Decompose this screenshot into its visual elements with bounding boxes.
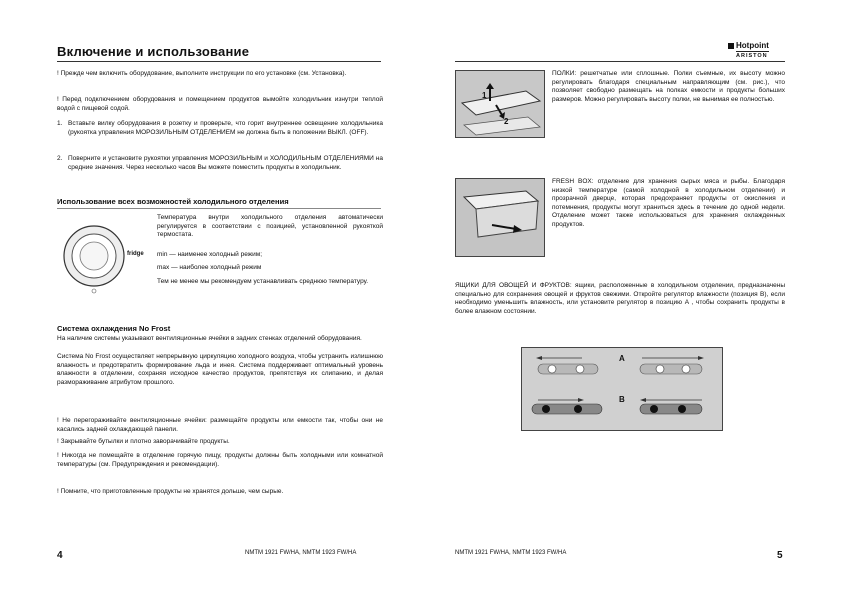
humidity-regulator-figure <box>521 347 723 431</box>
right-page-number: 5 <box>777 550 783 561</box>
section-rule <box>57 208 381 209</box>
freshbox-icon <box>456 179 544 256</box>
max-setting-text: max — наиболее холодный режим <box>157 264 262 271</box>
right-title-rule <box>455 61 785 62</box>
step-2-text: Поверните и установите рукоятки управления МОРОЗИЛЬНЫМ и ХОЛОДИЛЬНЫМ ОТДЕЛЕНИЯМИ на средние значения. Через несколько часов Вы можете поместить продукты в холодильник. <box>68 155 383 171</box>
step-2-number: 2. <box>57 155 63 162</box>
freshbox-text: FRESH BOX: отделение для хранения сырых мяса и рыбы. Благодаря низкой температуре (самой холодной в холодильном отделении) и прозрачной дверце, которая предохраняет продукты от окисления и потемнения, продукты могут храниться здесь в течение до одной недели. Отделение может также использоваться для хранения охлажденных продуктов. <box>552 178 785 228</box>
brand-logo <box>728 41 769 59</box>
position-a-label: A <box>619 354 625 363</box>
nofrost-para-6: ! Помните, что приготовленные продукты не хранятся дольше, чем сырые. <box>57 488 284 495</box>
left-footer-model: NMTM 1921 FW/HA, NMTM 1923 FW/HA <box>245 550 357 556</box>
shelf-adjust-icon <box>456 71 544 137</box>
fig1-label-2: 2 <box>504 117 509 126</box>
shelves-text: ПОЛКИ: решетчатые или сплошные. Полки съемные, их высоту можно регулировать благодаря специальным направляющим (см. рис.), что позволяет свободно размещать на полках емкости и продукты больших размеров. Можно регулировать высоту полки, не вынимая ее полностью. <box>552 70 785 103</box>
thermostat-knob-figure <box>57 214 151 300</box>
position-b-label: B <box>619 395 625 404</box>
logo-brand-text: Hotpoint <box>736 41 769 50</box>
freshbox-figure <box>455 178 545 257</box>
section-fridge-title: Использование всех возможностей холодильного отделения <box>57 197 289 206</box>
shelves-figure <box>455 70 545 138</box>
intro-install: ! Прежде чем включить оборудование, выполните инструкции по его установке (см. Установка). <box>57 70 347 77</box>
knob-fridge-label: fridge <box>127 251 144 257</box>
page-title: Включение и использование <box>57 44 250 59</box>
intro-wash: ! Перед подключением оборудования и помещением продуктов вымойте холодильник изнутри теплой водой с пищевой содой. <box>57 96 383 112</box>
nofrost-para-3: ! Не перегораживайте вентиляционные ячейки: размещайте продукты или емкости так, чтобы они не касались задней охлаждающей панели. <box>57 417 383 433</box>
nofrost-para-2: Система No Frost осуществляет непрерывную циркуляцию холодного воздуха, чтобы устранить излишнюю влажность и предотвратить формирование льда и инея. Система поддерживает оптимальный уровень влажности в отделении, сохраняя исходное качество продуктов, препятствуя их слипанию, и делая размораживание атрибутом прошлого. <box>57 353 383 386</box>
logo-sub-text: ARISTON <box>736 53 768 59</box>
fig1-label-1: 1 <box>482 91 487 100</box>
section-fridge-note: Тем не менее мы рекомендуем устанавливать среднюю температуру. <box>157 278 369 285</box>
thermostat-knob-icon <box>57 214 151 300</box>
right-footer-model: NMTM 1921 FW/HA, NMTM 1923 FW/HA <box>455 550 567 556</box>
nofrost-para-5: ! Никогда не помещайте в отделение горячую пищу, продукты должны быть холодными или комнатной температуры (см. Предупреждения и рекомендации). <box>57 452 383 468</box>
min-setting-text: min — наименее холодный режим; <box>157 251 263 258</box>
step-1-text: Вставьте вилку оборудования в розетку и проверьте, что горит внутреннее освещение холодильника (рукоятка управления МОРОЗИЛЬНЫМ ОТДЕЛЕНИЕМ не должна быть в положении ВЫКЛ. (OFF). <box>68 120 383 136</box>
title-rule <box>57 61 381 62</box>
drawers-text: ЯЩИКИ ДЛЯ ОВОЩЕЙ И ФРУКТОВ: ящики, расположенные в холодильном отделении, предназначены специально для сохранения овощей и фруктов свежими. Откройте регулятор влажности (позиция B), если необходимо уменьшить влажность, или установите регулятор в позицию A , чтобы сохранить продукты в более влажном состоянии. <box>455 282 785 315</box>
section-nofrost-title: Система охлаждения No Frost <box>57 324 171 333</box>
step-1-number: 1. <box>57 120 63 127</box>
nofrost-para-4: ! Закрывайте бутылки и плотно заворачивайте продукты. <box>57 438 230 445</box>
section-fridge-text: Температура внутри холодильного отделения автоматически регулируется в соответствии с позицией, установленной рукояткой термостата. <box>157 214 383 239</box>
nofrost-para-1: На наличие системы указывают вентиляционные ячейки в задних стенках отделений оборудования. <box>57 335 362 342</box>
left-page-number: 4 <box>57 550 63 561</box>
hotpoint-logo-icon <box>728 43 734 49</box>
